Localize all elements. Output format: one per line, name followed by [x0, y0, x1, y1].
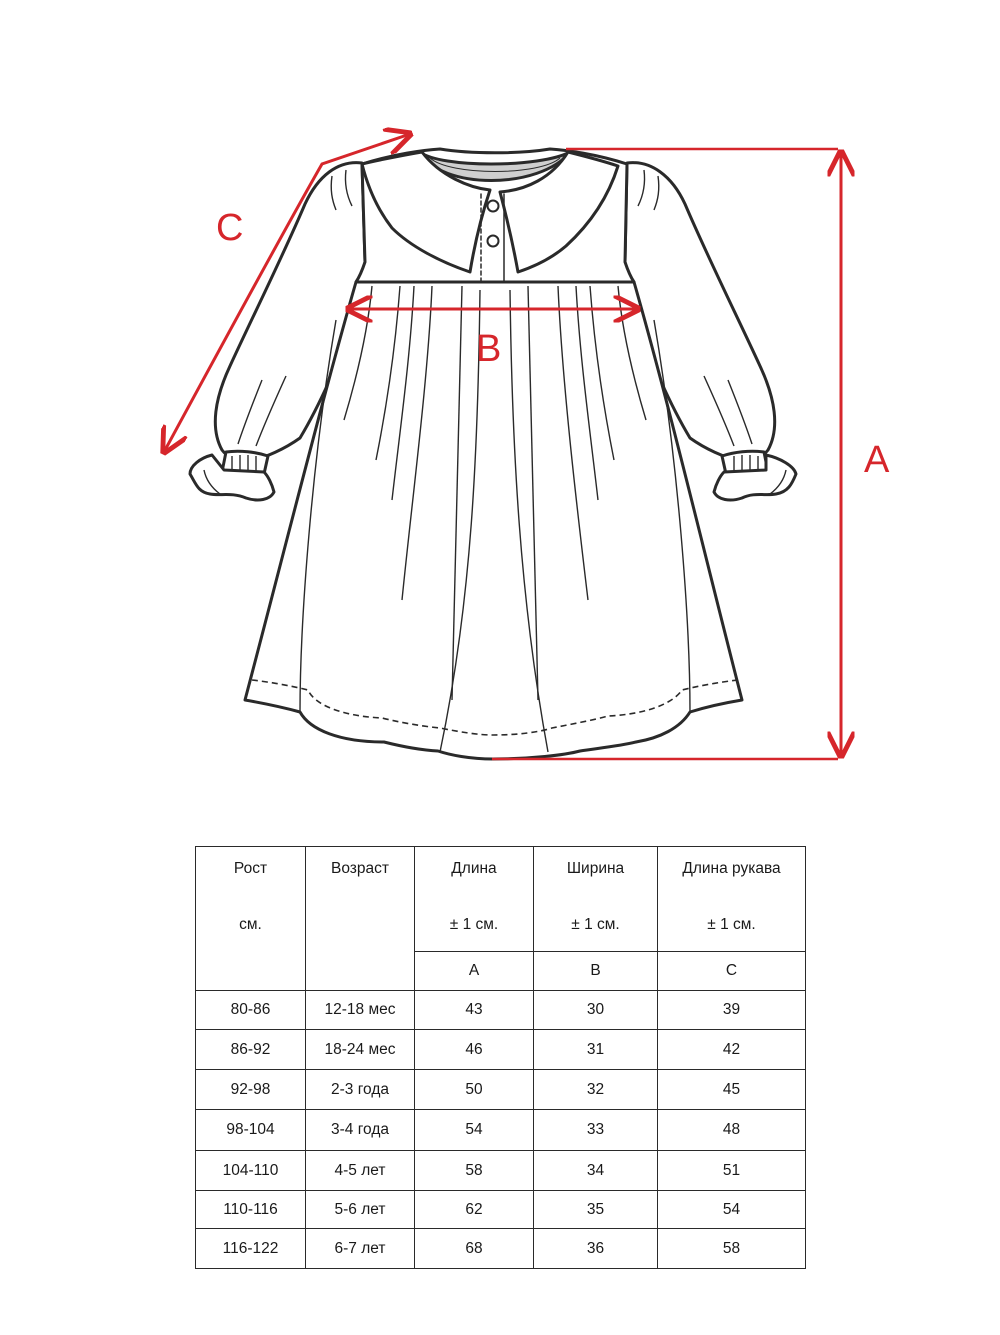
table-cell: 46 [415, 1030, 534, 1070]
table-cell: 34 [534, 1151, 658, 1191]
table-cell: 51 [658, 1151, 806, 1191]
dimension-c-label: C [216, 207, 244, 249]
table-cell: 4-5 лет [306, 1151, 415, 1191]
table-cell: 58 [658, 1229, 806, 1269]
table-cell: 33 [534, 1110, 658, 1151]
size-table [195, 846, 806, 1269]
table-cell: 43 [415, 991, 534, 1030]
header-sleeve-code: C [658, 952, 806, 991]
table-cell: 92-98 [196, 1070, 306, 1110]
header-width [534, 847, 658, 952]
header-height-label: Рост [233, 860, 268, 877]
table-row [196, 1229, 806, 1269]
table-cell: 68 [415, 1229, 534, 1269]
table-row [196, 1110, 806, 1151]
dimension-b-label: B [476, 328, 502, 370]
table-cell: 35 [534, 1191, 658, 1229]
table-row [196, 1030, 806, 1070]
table-cell: 42 [658, 1030, 806, 1070]
table-cell: 62 [415, 1191, 534, 1229]
table-row [196, 1191, 806, 1229]
table-cell: 31 [534, 1030, 658, 1070]
table-cell: 116-122 [196, 1229, 306, 1269]
header-width-label: Ширина [566, 860, 625, 877]
table-cell: 58 [415, 1151, 534, 1191]
table-cell: 50 [415, 1070, 534, 1110]
button-bottom [488, 236, 499, 247]
header-height [196, 847, 306, 991]
header-length-label: Длина [451, 860, 497, 877]
header-width-code: B [534, 952, 658, 991]
table-cell: 54 [415, 1110, 534, 1151]
header-width-tolerance: ± 1 см. [571, 916, 620, 933]
header-age-label: Возраст [331, 860, 389, 877]
table-row [196, 991, 806, 1030]
table-cell: 6-7 лет [306, 1229, 415, 1269]
table-cell: 32 [534, 1070, 658, 1110]
header-sleeve [658, 847, 806, 952]
table-cell: 3-4 года [306, 1110, 415, 1151]
dimension-a-label: A [864, 439, 890, 481]
table-row [196, 1070, 806, 1110]
table-cell: 12-18 мес [306, 991, 415, 1030]
table-cell: 80-86 [196, 991, 306, 1030]
table-cell: 5-6 лет [306, 1191, 415, 1229]
header-length-code: A [415, 952, 534, 991]
table-cell: 39 [658, 991, 806, 1030]
header-height-unit: см. [239, 916, 262, 933]
header-length-tolerance: ± 1 см. [449, 916, 499, 933]
table-cell: 2-3 года [306, 1070, 415, 1110]
table-cell: 30 [534, 991, 658, 1030]
table-cell: 45 [658, 1070, 806, 1110]
table-cell: 104-110 [196, 1151, 306, 1191]
table-cell: 48 [658, 1110, 806, 1151]
table-cell: 54 [658, 1191, 806, 1229]
header-sleeve-label: Длина рукава [682, 860, 781, 877]
table-cell: 110-116 [196, 1191, 306, 1229]
table-cell: 18-24 мес [306, 1030, 415, 1070]
header-length [415, 847, 534, 952]
header-sleeve-tolerance: ± 1 см. [707, 916, 756, 933]
table-row [196, 1151, 806, 1191]
header-age [306, 847, 415, 991]
table-cell: 36 [534, 1229, 658, 1269]
table-cell: 86-92 [196, 1030, 306, 1070]
button-top [488, 201, 499, 212]
table-cell: 98-104 [196, 1110, 306, 1151]
